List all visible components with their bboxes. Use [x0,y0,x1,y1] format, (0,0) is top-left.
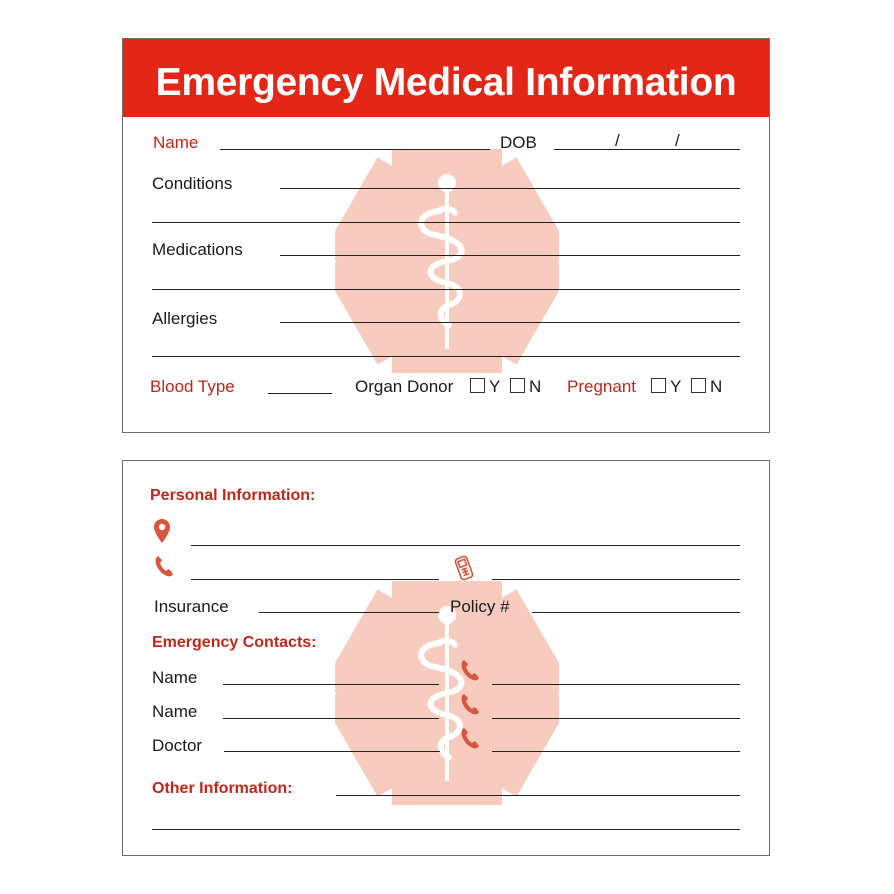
card-header [123,39,769,117]
pregnant-yes-checkbox[interactable] [651,378,666,393]
personal-info-heading: Personal Information: [150,487,316,504]
location-pin-icon [153,518,171,544]
mobile-phone-icon [453,554,475,582]
card-title: Emergency Medical Information [155,61,737,104]
name-field[interactable] [220,149,490,150]
other-info-field-line-2[interactable] [152,829,740,830]
dob-separator-1: / [615,131,620,150]
pregnant-no-checkbox[interactable] [691,378,706,393]
emergency-contacts-heading: Emergency Contacts: [152,634,317,651]
doctor-name-field[interactable] [224,751,440,752]
other-info-field-line-1[interactable] [336,795,740,796]
address-field[interactable] [191,545,740,546]
pregnant-yes-label: Y [670,377,682,396]
medical-info-card-front [122,38,770,433]
organ-donor-no-checkbox[interactable] [510,378,525,393]
conditions-field-line-2[interactable] [152,222,740,223]
allergies-label: Allergies [152,309,218,328]
allergies-field-line-1[interactable] [280,322,740,323]
medications-field-line-1[interactable] [280,255,740,256]
contact-2-label: Name [152,702,198,721]
allergies-field-line-2[interactable] [152,356,740,357]
organ-donor-yes-checkbox[interactable] [470,378,485,393]
phone-icon [461,657,481,683]
contact-1-phone-field[interactable] [492,684,740,685]
doctor-label: Doctor [152,736,203,755]
doctor-phone-field[interactable] [492,751,740,752]
medications-label: Medications [152,240,243,259]
phone-icon [155,554,175,578]
phone-icon [461,725,481,751]
blood-type-field[interactable] [268,393,332,394]
conditions-label: Conditions [152,174,233,193]
policy-field[interactable] [532,612,740,613]
policy-label: Policy # [450,597,510,616]
contact-1-name-field[interactable] [223,684,439,685]
medications-field-line-2[interactable] [152,289,740,290]
organ-donor-label: Organ Donor [355,377,454,396]
conditions-field-line-1[interactable] [280,188,740,189]
phone-icon [461,691,481,717]
blood-type-label: Blood Type [150,377,235,396]
dob-field[interactable] [554,149,740,150]
other-info-heading: Other Information: [152,780,293,797]
organ-donor-yes-label: Y [489,377,501,396]
star-of-life-icon [335,581,559,805]
pregnant-no-label: N [710,377,723,396]
medical-info-card-back [122,460,770,856]
contact-1-label: Name [152,668,198,687]
contact-2-phone-field[interactable] [492,718,740,719]
insurance-label: Insurance [154,597,229,616]
star-of-life-icon [335,149,559,373]
contact-2-name-field[interactable] [223,718,439,719]
name-label: Name [153,133,199,152]
insurance-field[interactable] [259,612,439,613]
dob-label: DOB [500,133,537,152]
organ-donor-no-label: N [529,377,542,396]
dob-separator-2: / [675,131,680,150]
pregnant-label: Pregnant [567,377,636,396]
mobile-field[interactable] [492,579,740,580]
phone-field[interactable] [191,579,439,580]
